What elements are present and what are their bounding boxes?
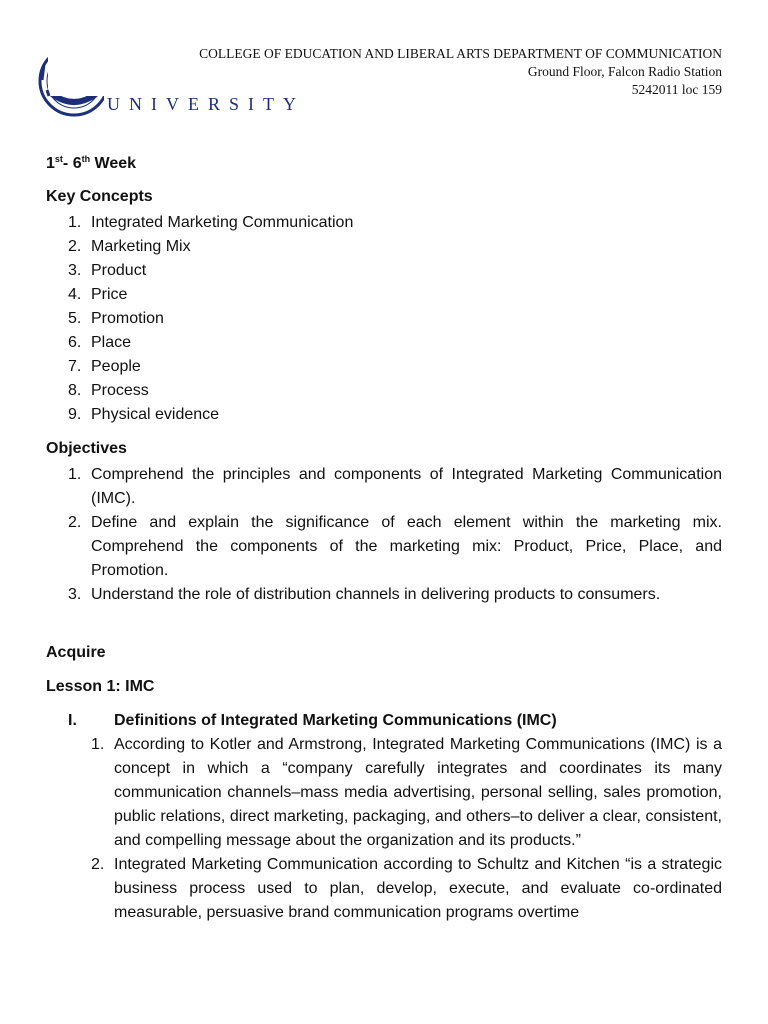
list-item: 1. According to Kotler and Armstrong, Integrated Marketing Communications (IMC) is a concept in which a “company carefully integrates and coordinates its many communication channels–mass media advertising, personal selling, sales promotion, public relations, direct marketing, packaging, and others–to deliver a clear, consistent, and compelling message about the organization and its products.” <box>91 736 722 849</box>
phone-line: 5242011 loc 159 <box>631 82 722 97</box>
list-item: 7. People <box>68 358 141 375</box>
acquire-heading: Acquire <box>46 644 106 661</box>
list-item: 3. Product <box>68 262 147 279</box>
definitions-list <box>46 733 722 925</box>
list-item: 5. Promotion <box>68 310 164 327</box>
list-item: 2. Marketing Mix <box>68 238 191 255</box>
list-item: 8. Process <box>68 382 149 399</box>
department-line: COLLEGE OF EDUCATION AND LIBERAL ARTS DEPARTMENT OF COMMUNICATION <box>199 46 722 61</box>
list-item: 3. Understand the role of distribution channels in delivering products to consumers. <box>68 586 661 603</box>
key-concepts-list <box>46 211 722 427</box>
list-item: 1. Integrated Marketing Communication <box>68 214 354 231</box>
letterhead <box>0 0 768 130</box>
address-line: Ground Floor, Falcon Radio Station <box>527 64 722 79</box>
objectives-list <box>46 463 722 607</box>
list-item: 2. Define and explain the significance of each element within the marketing mix. Comprehend the components of the marketing mix: Product, Price, Place, and Promotion. <box>68 514 722 579</box>
lesson-heading: Lesson 1: IMC <box>46 678 155 695</box>
key-concepts-heading: Key Concepts <box>46 188 153 205</box>
list-item: 6. Place <box>68 334 132 351</box>
list-item: 2. Integrated Marketing Communication according to Schultz and Kitchen “is a strategic business process used to plan, develop, execute, and evaluate co-ordinated measurable, persuasive brand communication programs overtime <box>91 856 722 921</box>
letterhead-text <box>199 45 722 99</box>
week-heading: 1st- 6th Week <box>46 154 137 172</box>
document-body <box>46 153 722 925</box>
university-wordmark: UNIVERSITY <box>107 94 305 114</box>
list-item: 4. Price <box>68 286 128 303</box>
university-seal-logo <box>38 44 104 118</box>
list-item: 1. Comprehend the principles and components of Integrated Marketing Communication (IMC). <box>68 466 722 507</box>
objectives-heading: Objectives <box>46 440 127 457</box>
section-heading: I. Definitions of Integrated Marketing Communications (IMC) <box>68 712 557 729</box>
list-item: 9. Physical evidence <box>68 406 220 423</box>
